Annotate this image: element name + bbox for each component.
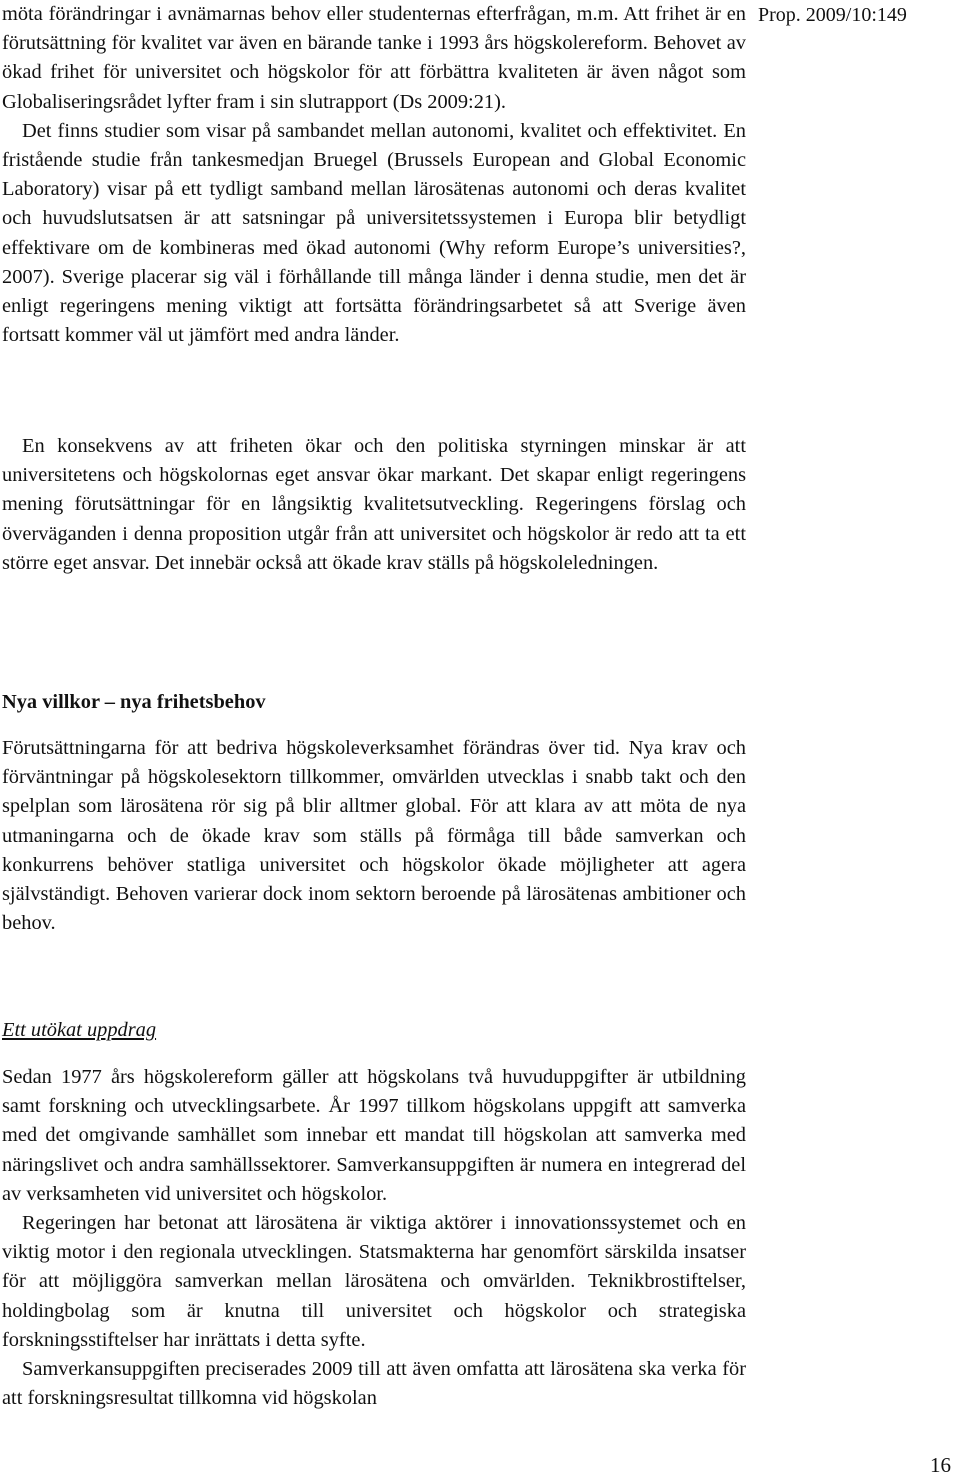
section-heading: Nya villkor – nya frihetsbehov xyxy=(2,691,266,713)
paragraph: En konsekvens av att friheten ökar och den politiska styrningen minskar är att universitetens och högskolornas eget ansvar ökar markant. Det skapar enligt regeringens mening förutsättningar för en långsiktig kvalitetsutveckling. Regeringens förslag och överväganden i denna proposition utgår från att universitet och högskolor är redo att ta ett större eget ansvar. Det innebär också att ökade krav ställs på högskoleledningen. xyxy=(2,435,746,574)
subsection-heading: Ett utökat uppdrag xyxy=(2,1019,157,1041)
paragraph: Regeringen har betonat att lärosätena är viktiga aktörer i innovationssystemet och en viktig motor i den regionala utvecklingen. Statsmakterna har genomfört särskilda insatser för att möjliggöra samverkan mellan lärosätena och omvärlden. Teknikbrostiftelser, holdingbolag som är knutna till universitet och högskolor och strategiska forskningsstiftelser har inrättats i detta syfte. xyxy=(2,1212,746,1351)
paragraph: Förutsättningarna för att bedriva högskoleverksamhet förändras över tid. Nya krav och förväntningar på högskolesektorn tillkommer, omvärlden utvecklas i snabb takt och den spelplan som lärosätena rör sig på blir alltmer global. För att klara av att möta de nya utmaningarna och de ökade krav som ställs på förmåga till både samverkan och konkurrens behöver statliga universitet och högskolor ökade möjligheter att agera självständigt. Behoven varierar dock inom sektorn beroende på lärosätenas ambitioner och behov. xyxy=(2,737,746,935)
paragraph: Sedan 1977 års högskolereform gäller att högskolans två huvuduppgifter är utbildning samt forskning och utvecklingsarbete. År 1997 tillkom högskolans uppgift att samverka med det omgivande samhället som innebar ett mandat till högskolan att samverka med näringslivet och andra samhällssektorer. Samverkansuppgiften är numera en integrerad del av verksamheten vid universitet och högskolor. xyxy=(2,1066,746,1205)
text-block-autonomi xyxy=(2,0,746,350)
text-block-konsekvens xyxy=(2,432,746,578)
paragraph: möta förändringar i avnämarnas behov eller studenternas efterfrågan, m.m. Att frihet är en förutsättning för kvalitet var även en bärande tanke i 1993 års högskolereform. Behovet av ökad frihet för universitet och högskolor för att förbättra kvaliteten är även något som Globaliseringsrådet lyfter fram i sin slutrapport (Ds 2009:21). xyxy=(2,3,746,113)
text-block-nya-villkor xyxy=(2,734,746,938)
paragraph: Det finns studier som visar på sambandet mellan autonomi, kvalitet och effektivitet. En fristående studie från tankesmedjan Bruegel (Brussels European and Global Economic Laboratory) visar på ett tydligt samband mellan lärosätenas autonomi och deras kvalitet och huvudslutsatsen är att satsningar på universitetssystemen i Europa blir betydligt effektivare om de kombineras med ökad autonomi (Why reform Europe’s universities?, 2007). Sverige placerar sig väl i förhållande till många länder i denna studie, men det är enligt regeringens mening viktigt att fortsätta förändringsarbetet så att Sverige även fortsatt kommer väl ut jämfört med andra länder. xyxy=(2,119,746,347)
page-number: 16 xyxy=(930,1453,951,1477)
text-block-uppdrag xyxy=(2,1063,746,1413)
proposition-reference: Prop. 2009/10:149 xyxy=(758,4,907,26)
paragraph: Samverkansuppgiften preciserades 2009 till att även omfatta att lärosätena ska verka för att forskningsresultat tillkomna vid högskolan xyxy=(2,1358,746,1410)
